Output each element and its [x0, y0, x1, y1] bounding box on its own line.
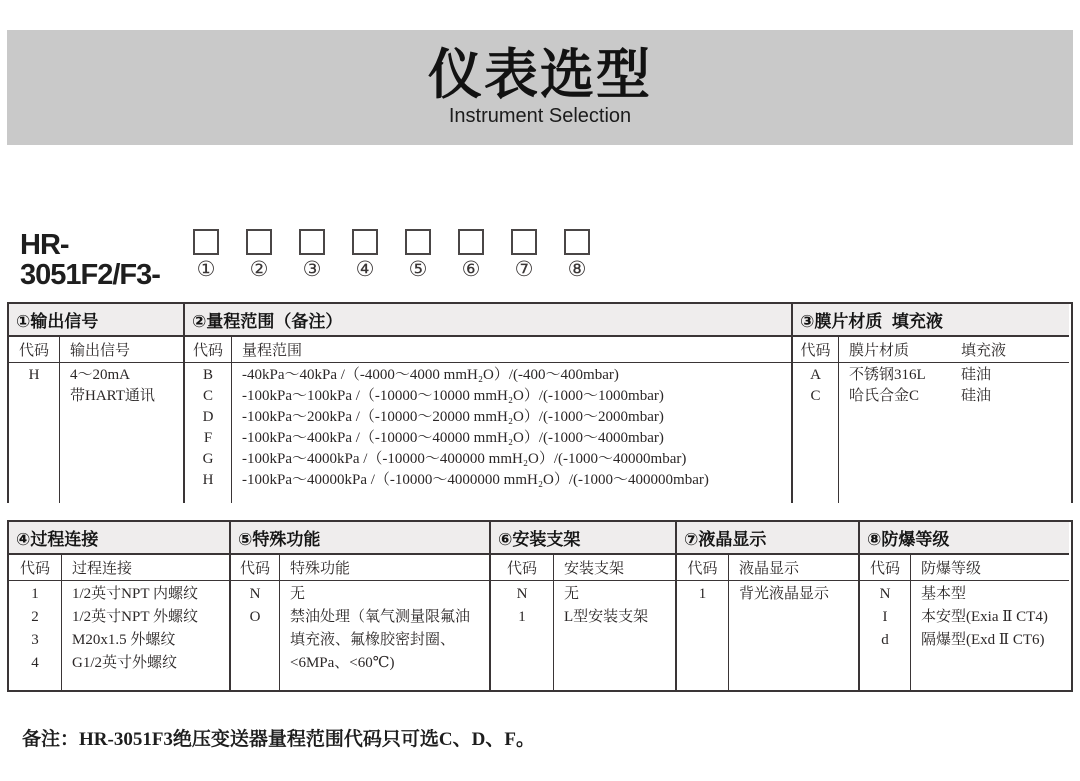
section-title: ③膜片材质 填充液 — [793, 304, 1069, 337]
label-cell: 基本型 — [921, 586, 967, 602]
label-column-header: 防爆等级 — [921, 561, 982, 577]
section-explosion-proof — [860, 522, 1069, 690]
label-line: 填充液、氟橡胶密封圈、 — [290, 632, 456, 648]
code-cell: A — [810, 367, 821, 383]
code-box-2 — [246, 229, 272, 255]
section-range — [185, 304, 793, 503]
table-row — [185, 386, 791, 407]
code-box-5 — [405, 229, 431, 255]
column-divider — [231, 337, 232, 503]
section-rows — [9, 363, 183, 407]
circled-number-7: ⑦ — [514, 257, 534, 281]
section-grid — [231, 555, 489, 690]
table-row — [9, 583, 229, 606]
section-title: ⑤特殊功能 — [231, 522, 489, 555]
code-cell: 3 — [31, 632, 39, 648]
label-line: 4～20mA — [70, 367, 131, 383]
label-column-header: 过程连接 — [72, 561, 133, 577]
code-cell: N — [879, 586, 891, 602]
label-cell: 1/2英寸NPT 内螺纹 — [72, 586, 198, 602]
table-row — [9, 652, 229, 675]
code-position-1 — [193, 229, 219, 282]
code-position-6 — [458, 229, 484, 282]
code-box-3 — [299, 229, 325, 255]
material-cell: 哈氏合金C — [849, 388, 920, 404]
code-cell: 1 — [698, 586, 707, 602]
label-cell: -100kPa～200kPa /（-10000～20000 mmH₂O）/(-1000～2000mbar) — [242, 409, 664, 425]
section-rows — [677, 581, 858, 606]
selection-table-bottom — [7, 520, 1073, 692]
code-cell: C — [202, 388, 213, 404]
label-cell: -100kPa～400kPa /（-10000～40000 mmH₂O）/(-1000～4000mbar) — [242, 430, 664, 446]
code-cell: H — [28, 367, 40, 383]
code-box-4 — [352, 229, 378, 255]
section-title: ⑧防爆等级 — [860, 522, 1069, 555]
section-rows — [9, 581, 229, 675]
code-cell: G — [202, 451, 214, 467]
label-cell — [838, 386, 991, 407]
table-row — [9, 365, 183, 407]
table-row — [231, 606, 489, 675]
table-row — [185, 365, 791, 386]
section-title: ⑦液晶显示 — [677, 522, 858, 555]
code-box-6 — [458, 229, 484, 255]
label-column-header: 输出信号 — [70, 343, 131, 359]
section-grid — [9, 555, 229, 690]
selection-table-top — [7, 302, 1073, 503]
section-grid — [860, 555, 1069, 690]
section-rows — [185, 363, 791, 491]
column-divider — [910, 555, 911, 690]
label-column-header — [838, 339, 1006, 360]
label-cell: L型安装支架 — [564, 609, 649, 625]
label-column-header: 安装支架 — [564, 561, 625, 577]
label-column-header: 量程范围 — [242, 343, 303, 359]
label-cell: -100kPa～4000kPa /（-10000～400000 mmH₂O）/(-1000～40000mbar) — [242, 451, 687, 467]
code-cell: d — [881, 632, 889, 648]
column-header-row — [9, 555, 229, 581]
column-header-row — [793, 337, 1069, 363]
label-cell: G1/2英寸外螺纹 — [72, 655, 178, 671]
code-cell: 1 — [31, 586, 39, 602]
label-cell: -100kPa～100kPa /（-10000～10000 mmH₂O）/(-1000～1000mbar) — [242, 388, 664, 404]
table-row — [491, 583, 675, 606]
table-row — [185, 407, 791, 428]
section-output-signal — [9, 304, 185, 503]
section-title: ①输出信号 — [9, 304, 183, 337]
code-position-3 — [299, 229, 325, 282]
table-row — [491, 606, 675, 629]
code-cell: F — [203, 430, 213, 446]
label-line: 带HART通讯 — [70, 388, 155, 404]
circled-number-5: ⑤ — [408, 257, 428, 281]
code-cell: O — [249, 609, 261, 625]
section-process-connection — [9, 522, 231, 690]
section-lcd-display — [677, 522, 860, 690]
table-row — [185, 449, 791, 470]
section-rows — [860, 581, 1069, 652]
label-cell: 1/2英寸NPT 外螺纹 — [72, 609, 198, 625]
label-cell — [279, 606, 470, 675]
code-position-2 — [246, 229, 272, 282]
code-cell: 4 — [31, 655, 39, 671]
code-column-header: 代码 — [506, 561, 537, 577]
section-grid — [9, 337, 183, 503]
section-rows — [231, 581, 489, 675]
code-position-8 — [564, 229, 590, 282]
code-box-8 — [564, 229, 590, 255]
circled-number-3: ③ — [302, 257, 322, 281]
code-column-header: 代码 — [869, 561, 900, 577]
material-column-header: 膜片材质 — [849, 343, 910, 359]
section-grid — [491, 555, 675, 690]
code-cell: I — [882, 609, 888, 625]
label-cell: M20x1.5 外螺纹 — [72, 632, 176, 648]
table-row — [793, 365, 1069, 386]
label-cell: 背光液晶显示 — [739, 586, 830, 602]
table-row — [793, 386, 1069, 407]
section-title: ⑥安装支架 — [491, 522, 675, 555]
code-cell: B — [202, 367, 213, 383]
column-header-row — [860, 555, 1069, 581]
code-cell: N — [516, 586, 528, 602]
section-diaphragm-fill — [793, 304, 1069, 503]
footnote: 备注：HR-3051F3绝压变送器量程范围代码只可选C、D、F。 — [22, 729, 535, 750]
circled-number-2: ② — [249, 257, 269, 281]
table-row — [185, 470, 791, 491]
table-row — [9, 606, 229, 629]
section-grid — [677, 555, 858, 690]
label-cell: 隔爆型(Exd Ⅱ CT6) — [921, 632, 1045, 648]
section-title: ②量程范围（备注） — [185, 304, 791, 337]
code-column-header: 代码 — [800, 343, 831, 359]
code-cell: 1 — [518, 609, 526, 625]
fill-column-header: 填充液 — [961, 343, 1007, 359]
column-divider — [59, 337, 60, 503]
label-cell: 无 — [290, 586, 306, 602]
code-box-1 — [193, 229, 219, 255]
code-column-header: 代码 — [239, 561, 270, 577]
title-banner — [7, 30, 1073, 145]
label-cell — [838, 365, 991, 386]
section-rows — [793, 363, 1069, 407]
circled-number-6: ⑥ — [461, 257, 481, 281]
column-header-row — [677, 555, 858, 581]
label-cell: 无 — [564, 586, 580, 602]
circled-number-4: ④ — [355, 257, 375, 281]
column-divider — [553, 555, 554, 690]
code-column-header: 代码 — [19, 561, 50, 577]
code-cell: 2 — [31, 609, 39, 625]
code-cell: H — [202, 472, 214, 488]
table-row — [231, 583, 489, 606]
code-column-header: 代码 — [18, 343, 49, 359]
fill-cell: 硅油 — [961, 367, 992, 383]
section-special-function — [231, 522, 491, 690]
section-rows — [491, 581, 675, 629]
column-divider — [838, 337, 839, 503]
page-subtitle: Instrument Selection — [448, 105, 632, 128]
column-divider — [61, 555, 62, 690]
section-grid — [185, 337, 791, 503]
table-row — [677, 583, 858, 606]
label-cell: -40kPa～40kPa /（-4000～4000 mmH₂O）/(-400～400mbar) — [242, 367, 619, 383]
code-boxes — [193, 229, 617, 282]
label-column-header: 液晶显示 — [739, 561, 800, 577]
code-cell: C — [810, 388, 821, 404]
table-row — [860, 606, 1069, 629]
column-header-row — [231, 555, 489, 581]
column-divider — [279, 555, 280, 690]
code-position-4 — [352, 229, 378, 282]
circled-number-8: ⑧ — [567, 257, 587, 281]
table-row — [860, 583, 1069, 606]
section-mounting-bracket — [491, 522, 677, 690]
label-cell: 本安型(Exia Ⅱ CT4) — [921, 609, 1048, 625]
circled-number-1: ① — [196, 257, 216, 281]
section-grid — [793, 337, 1069, 503]
section-title: ④过程连接 — [9, 522, 229, 555]
code-column-header: 代码 — [687, 561, 718, 577]
code-cell: D — [202, 409, 214, 425]
model-code-row — [20, 229, 1080, 291]
code-cell: N — [249, 586, 261, 602]
column-divider — [728, 555, 729, 690]
code-position-7 — [511, 229, 537, 282]
label-cell — [59, 365, 155, 407]
page-title: 仪表选型 — [428, 44, 652, 105]
label-line: <6MPa、<60℃) — [290, 655, 395, 671]
code-column-header: 代码 — [192, 343, 223, 359]
label-column-header: 特殊功能 — [290, 561, 351, 577]
code-position-5 — [405, 229, 431, 282]
fill-cell: 硅油 — [961, 388, 992, 404]
table-row — [185, 428, 791, 449]
table-row — [860, 629, 1069, 652]
model-prefix: HR-3051F2/F3- — [20, 229, 160, 291]
column-header-row — [491, 555, 675, 581]
column-header-row — [9, 337, 183, 363]
material-cell: 不锈钢316L — [849, 367, 926, 383]
code-box-7 — [511, 229, 537, 255]
label-cell: -100kPa～40000kPa /（-10000～4000000 mmH₂O）/(-1000～400000mbar) — [242, 472, 709, 488]
label-line: 禁油处理（氧气测量限氟油 — [290, 609, 471, 625]
column-header-row — [185, 337, 791, 363]
table-row — [9, 629, 229, 652]
